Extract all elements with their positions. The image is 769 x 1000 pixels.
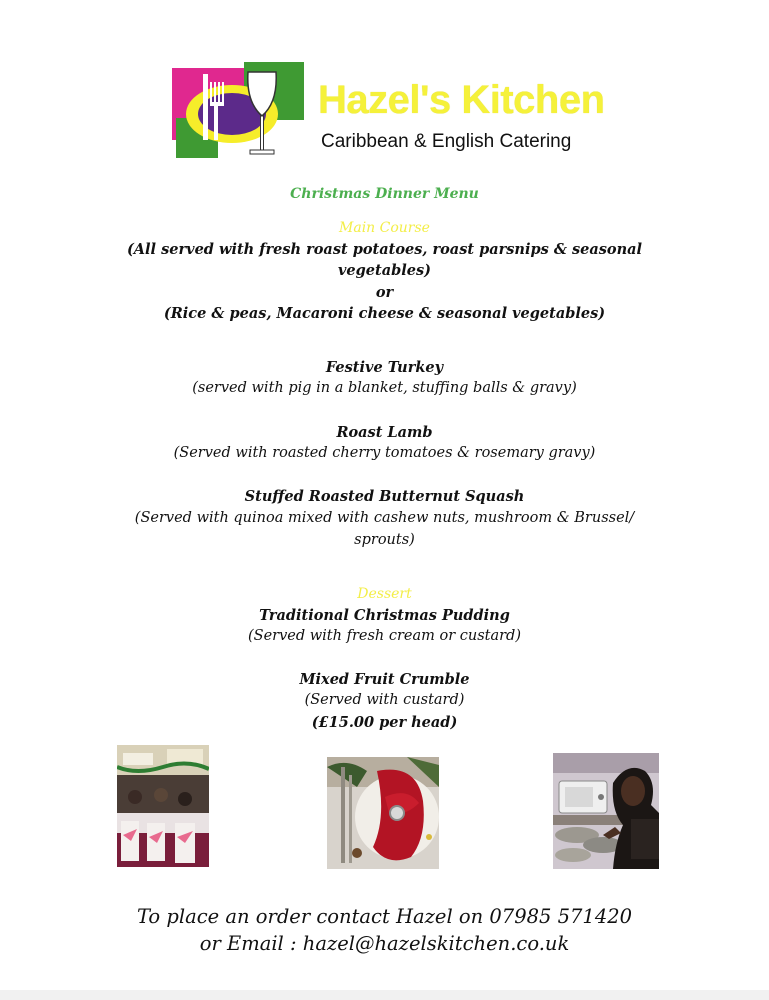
sides-or: or: [375, 284, 394, 301]
page-bottom-edge: [0, 990, 769, 1000]
contact-phone-line: To place an order contact Hazel on 07985 571420: [136, 905, 633, 928]
item-description: (Served with roasted cherry tomatoes & rosemary gravy): [173, 445, 596, 461]
item-name: Roast Lamb: [336, 424, 433, 441]
sides-line-2: vegetables): [337, 262, 431, 279]
sides-line-1: (All served with fresh roast potatoes, roast parsnips & seasonal: [126, 241, 643, 258]
contact-email-line: or Email : hazel@hazelskitchen.co.uk: [199, 932, 570, 955]
item-description: sprouts): [354, 532, 415, 548]
dessert-description: (Served with custard): [304, 692, 465, 708]
dessert-heading: Dessert: [357, 586, 412, 602]
dessert-name: Mixed Fruit Crumble: [299, 671, 470, 688]
brand-tagline: Caribbean & English Catering: [321, 131, 572, 152]
dessert-name: Traditional Christmas Pudding: [259, 607, 510, 624]
item-description: (served with pig in a blanket, stuffing balls & gravy): [192, 380, 577, 396]
sides-alternative: (Rice & peas, Macaroni cheese & seasonal vegetables): [163, 305, 606, 322]
price: (£15.00 per head): [311, 714, 458, 731]
brand-logo: [172, 58, 307, 160]
photo-event-hall: [117, 745, 209, 867]
dessert-description: (Served with fresh cream or custard): [247, 628, 521, 644]
photo-table-setting: [327, 757, 439, 869]
brand-name: Hazel's Kitchen: [318, 78, 605, 122]
item-description: (Served with quinoa mixed with cashew nuts, mushroom & Brussel/: [134, 510, 635, 526]
photo-chef-cooking: [553, 753, 659, 869]
item-name: Festive Turkey: [325, 359, 444, 376]
item-name: Stuffed Roasted Butternut Squash: [244, 488, 525, 505]
main-course-heading: Main Course: [339, 220, 430, 236]
menu-title: Christmas Dinner Menu: [290, 186, 479, 202]
